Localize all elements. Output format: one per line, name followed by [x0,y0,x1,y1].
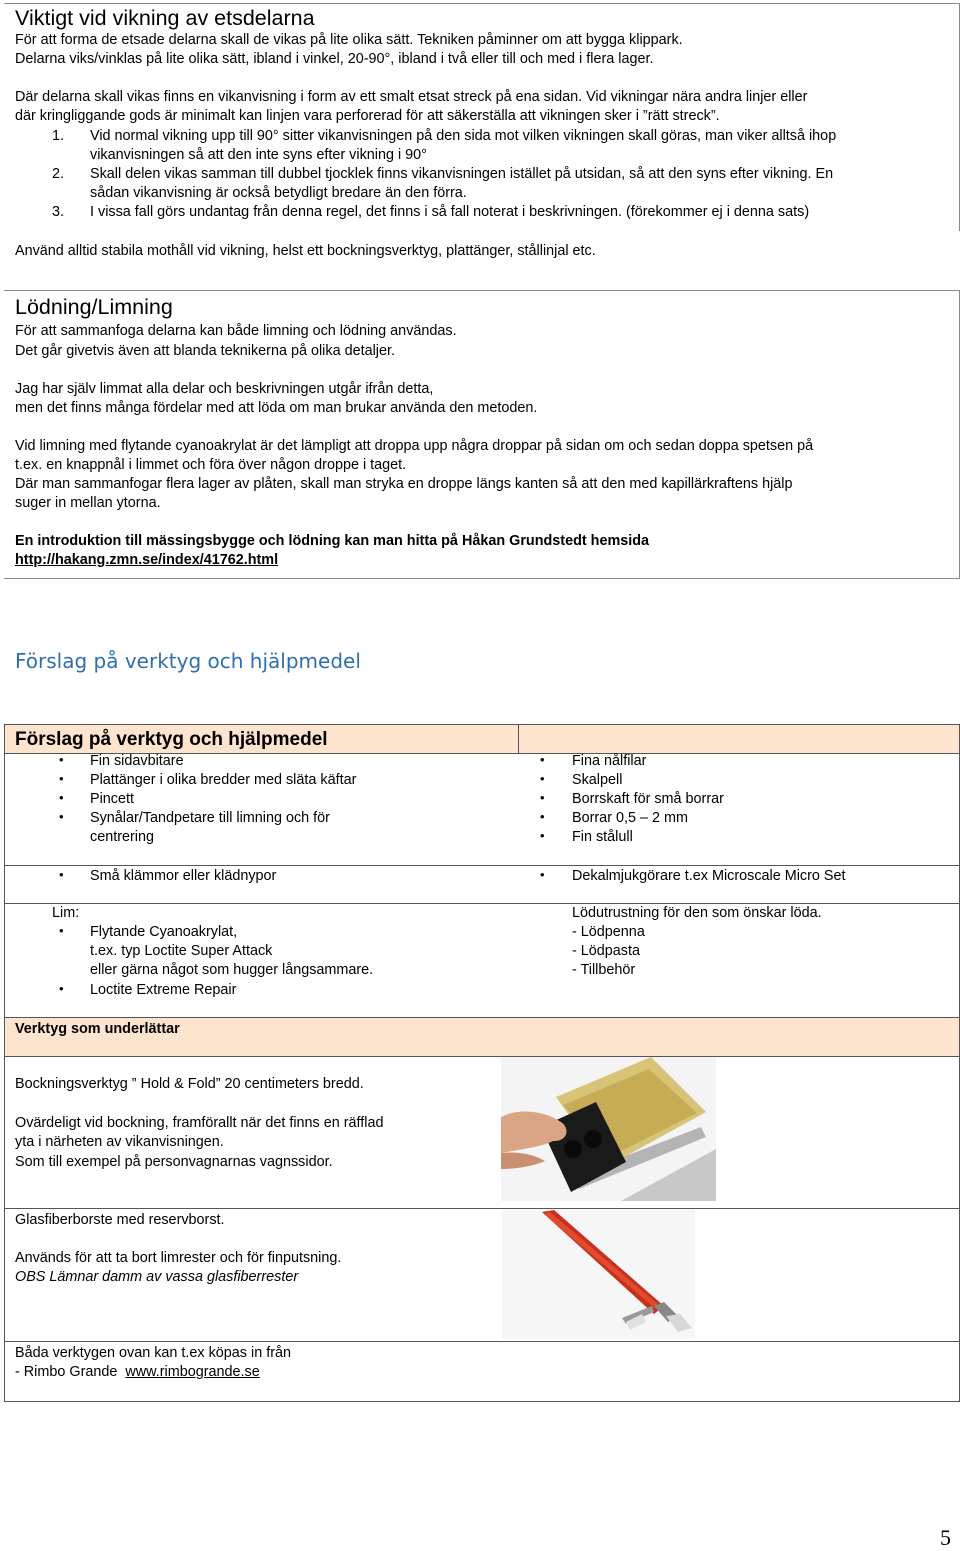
bending-tool-text: Ovärdeligt vid bockning, framförallt när det finns en räfflad [15,1115,384,1131]
folding-title: Viktigt vid vikning av etsdelarna [15,6,315,30]
tool-item: Fina nålfilar [572,753,647,769]
fold-item-text: I vissa fall görs undantag från denna regel, det finns i så fall noterat i beskrivningen. (förekommer ej i denna sats) [90,204,810,220]
glue-item: eller gärna något som hugger långsammare. [90,962,374,978]
bullet-icon: • [540,867,545,882]
buy-shop-text: - Rimbo Grande [15,1364,126,1380]
row-rule [5,1341,959,1342]
tool-item: Skalpell [572,772,623,788]
intro-reference: En introduktion till mässingsbygge och lödning kan man hitta på Håkan Grundstedt hemsida [15,533,650,549]
tool-item: Borrskaft för små borrar [572,791,724,807]
folding-paragraph-4: där kringliggande gods är minimalt kan linjen vara perforerad för att säkerställa att vikningen sker i ”rätt streck”. [15,108,720,124]
bullet-icon: • [59,981,64,996]
solder-item: - Lödpenna [572,924,645,940]
row-rule [5,865,959,866]
brush-text: Används för att ta bort limrester och för finputsning. [15,1250,342,1266]
tool-item: Små klämmor eller klädnypor [90,868,277,884]
soldering-line: t.ex. en knappnål i limmet och föra över någon droppe i taget. [15,457,407,473]
soldering-line: men det finns många fördelar med att löda om man brukar använda den metoden. [15,400,538,416]
bending-tool-text: Som till exempel på personvagnarnas vagnssidor. [15,1154,333,1170]
fold-item-number: 3. [52,204,65,220]
solder-item: - Tillbehör [572,962,636,978]
fold-item-text: sådan vikanvisning är också betydligt bredare än den förra. [90,185,467,201]
soldering-line: För att sammanfoga delarna kan både limning och lödning användas. [15,323,457,339]
glue-label: Lim: [52,905,80,921]
tool-item: centrering [90,829,154,845]
row-rule [5,1208,959,1209]
fold-item-number: 2. [52,166,65,182]
buy-shop [15,1363,260,1382]
bullet-icon: • [59,752,64,767]
solder-item: - Lödpasta [572,943,641,959]
bullet-icon: • [59,867,64,882]
folding-paragraph-2: Delarna viks/vinklas på lite olika sätt, ibland i vinkel, 20-90°, ibland i två eller till och med i flera lager. [15,51,654,67]
soldering-title: Lödning/Limning [15,295,173,319]
bending-tool-text: Bockningsverktyg ” Hold & Fold” 20 centimeters bredd. [15,1076,364,1092]
bullet-icon: • [540,790,545,805]
fold-item-text: vikanvisningen så att den inte syns efter vikning i 90° [90,147,427,163]
bending-tool-text: yta i närheten av vikanvisningen. [15,1134,224,1150]
bullet-icon: • [59,809,64,824]
glue-item: Flytande Cyanoakrylat, [90,924,238,940]
tool-item: Fin sidavbitare [90,753,184,769]
bullet-icon: • [540,771,545,786]
soldering-line: Jag har själv limmat alla delar och beskrivningen utgår ifrån detta, [15,381,434,397]
tools-heading: Förslag på verktyg och hjälpmedel [15,649,361,673]
table-header: Förslag på verktyg och hjälpmedel [15,729,328,750]
soldering-line: suger in mellan ytorna. [15,495,161,511]
soldering-line: Det går givetvis även att blanda teknikerna på olika detaljer. [15,343,395,359]
fold-item-text: Skall delen vikas samman till dubbel tjocklek finns vikanvisningen istället på utsidan, så att den syns efter vikning. En [90,166,834,182]
fold-item-number: 1. [52,128,65,144]
brush-text: Glasfiberborste med reservborst. [15,1212,225,1228]
bullet-icon: • [540,828,545,843]
folding-paragraph-3: Där delarna skall vikas finns en vikanvisning i form av ett smalt etsat streck på ena sidan. Vid vikningar nära andra linjer eller [15,89,808,105]
glass-fiber-brush-photo [502,1210,695,1339]
sub-header: Verktyg som underlättar [15,1021,180,1037]
bullet-icon: • [540,752,545,767]
tool-item: Plattänger i olika bredder med släta käftar [90,772,357,788]
folding-paragraph-1: För att forma de etsade delarna skall de vikas på lite olika sätt. Tekniken påminner om att bygga klippark. [15,32,683,48]
buy-text: Båda verktygen ovan kan t.ex köpas in från [15,1345,291,1361]
tool-item: Pincett [90,791,134,807]
folding-paragraph-5: Använd alltid stabila mothåll vid vikning, helst ett bockningsverktyg, plattänger, stållinjal etc. [15,243,596,259]
bullet-icon: • [59,771,64,786]
hakan-link[interactable]: http://hakang.zmn.se/index/41762.html [15,552,279,568]
soldering-line: Där man sammanfogar flera lager av plåten, skall man stryka en droppe längs kanten så att den med kapillärkraftens hjälp [15,476,793,492]
fold-item-text: Vid normal vikning upp till 90° sitter vikanvisningen på den sida mot vilken vikningen skall göras, man viker alltså ihop [90,128,837,144]
bending-tool-photo [501,1057,716,1201]
bullet-icon: • [540,809,545,824]
tool-item: Fin stålull [572,829,633,845]
header-divider [518,725,519,753]
solder-equipment: Lödutrustning för den som önskar löda. [572,905,822,921]
rimbo-link[interactable]: www.rimbogrande.se [125,1364,260,1380]
glue-item: Loctite Extreme Repair [90,982,237,998]
bullet-icon: • [59,923,64,938]
page-number: 5 [940,1525,951,1550]
soldering-line: Vid limning med flytande cyanoakrylat är det lämpligt att droppa upp några droppar på sidan om och sedan doppa spetsen på [15,438,814,454]
bullet-icon: • [59,790,64,805]
tool-item: Borrar 0,5 – 2 mm [572,810,688,826]
tool-item: Dekalmjukgörare t.ex Microscale Micro Set [572,868,846,884]
brush-warning: OBS Lämnar damm av vassa glasfiberrester [15,1269,299,1285]
glue-item: t.ex. typ Loctite Super Attack [90,943,273,959]
tool-item: Synålar/Tandpetare till limning och för [90,810,330,826]
